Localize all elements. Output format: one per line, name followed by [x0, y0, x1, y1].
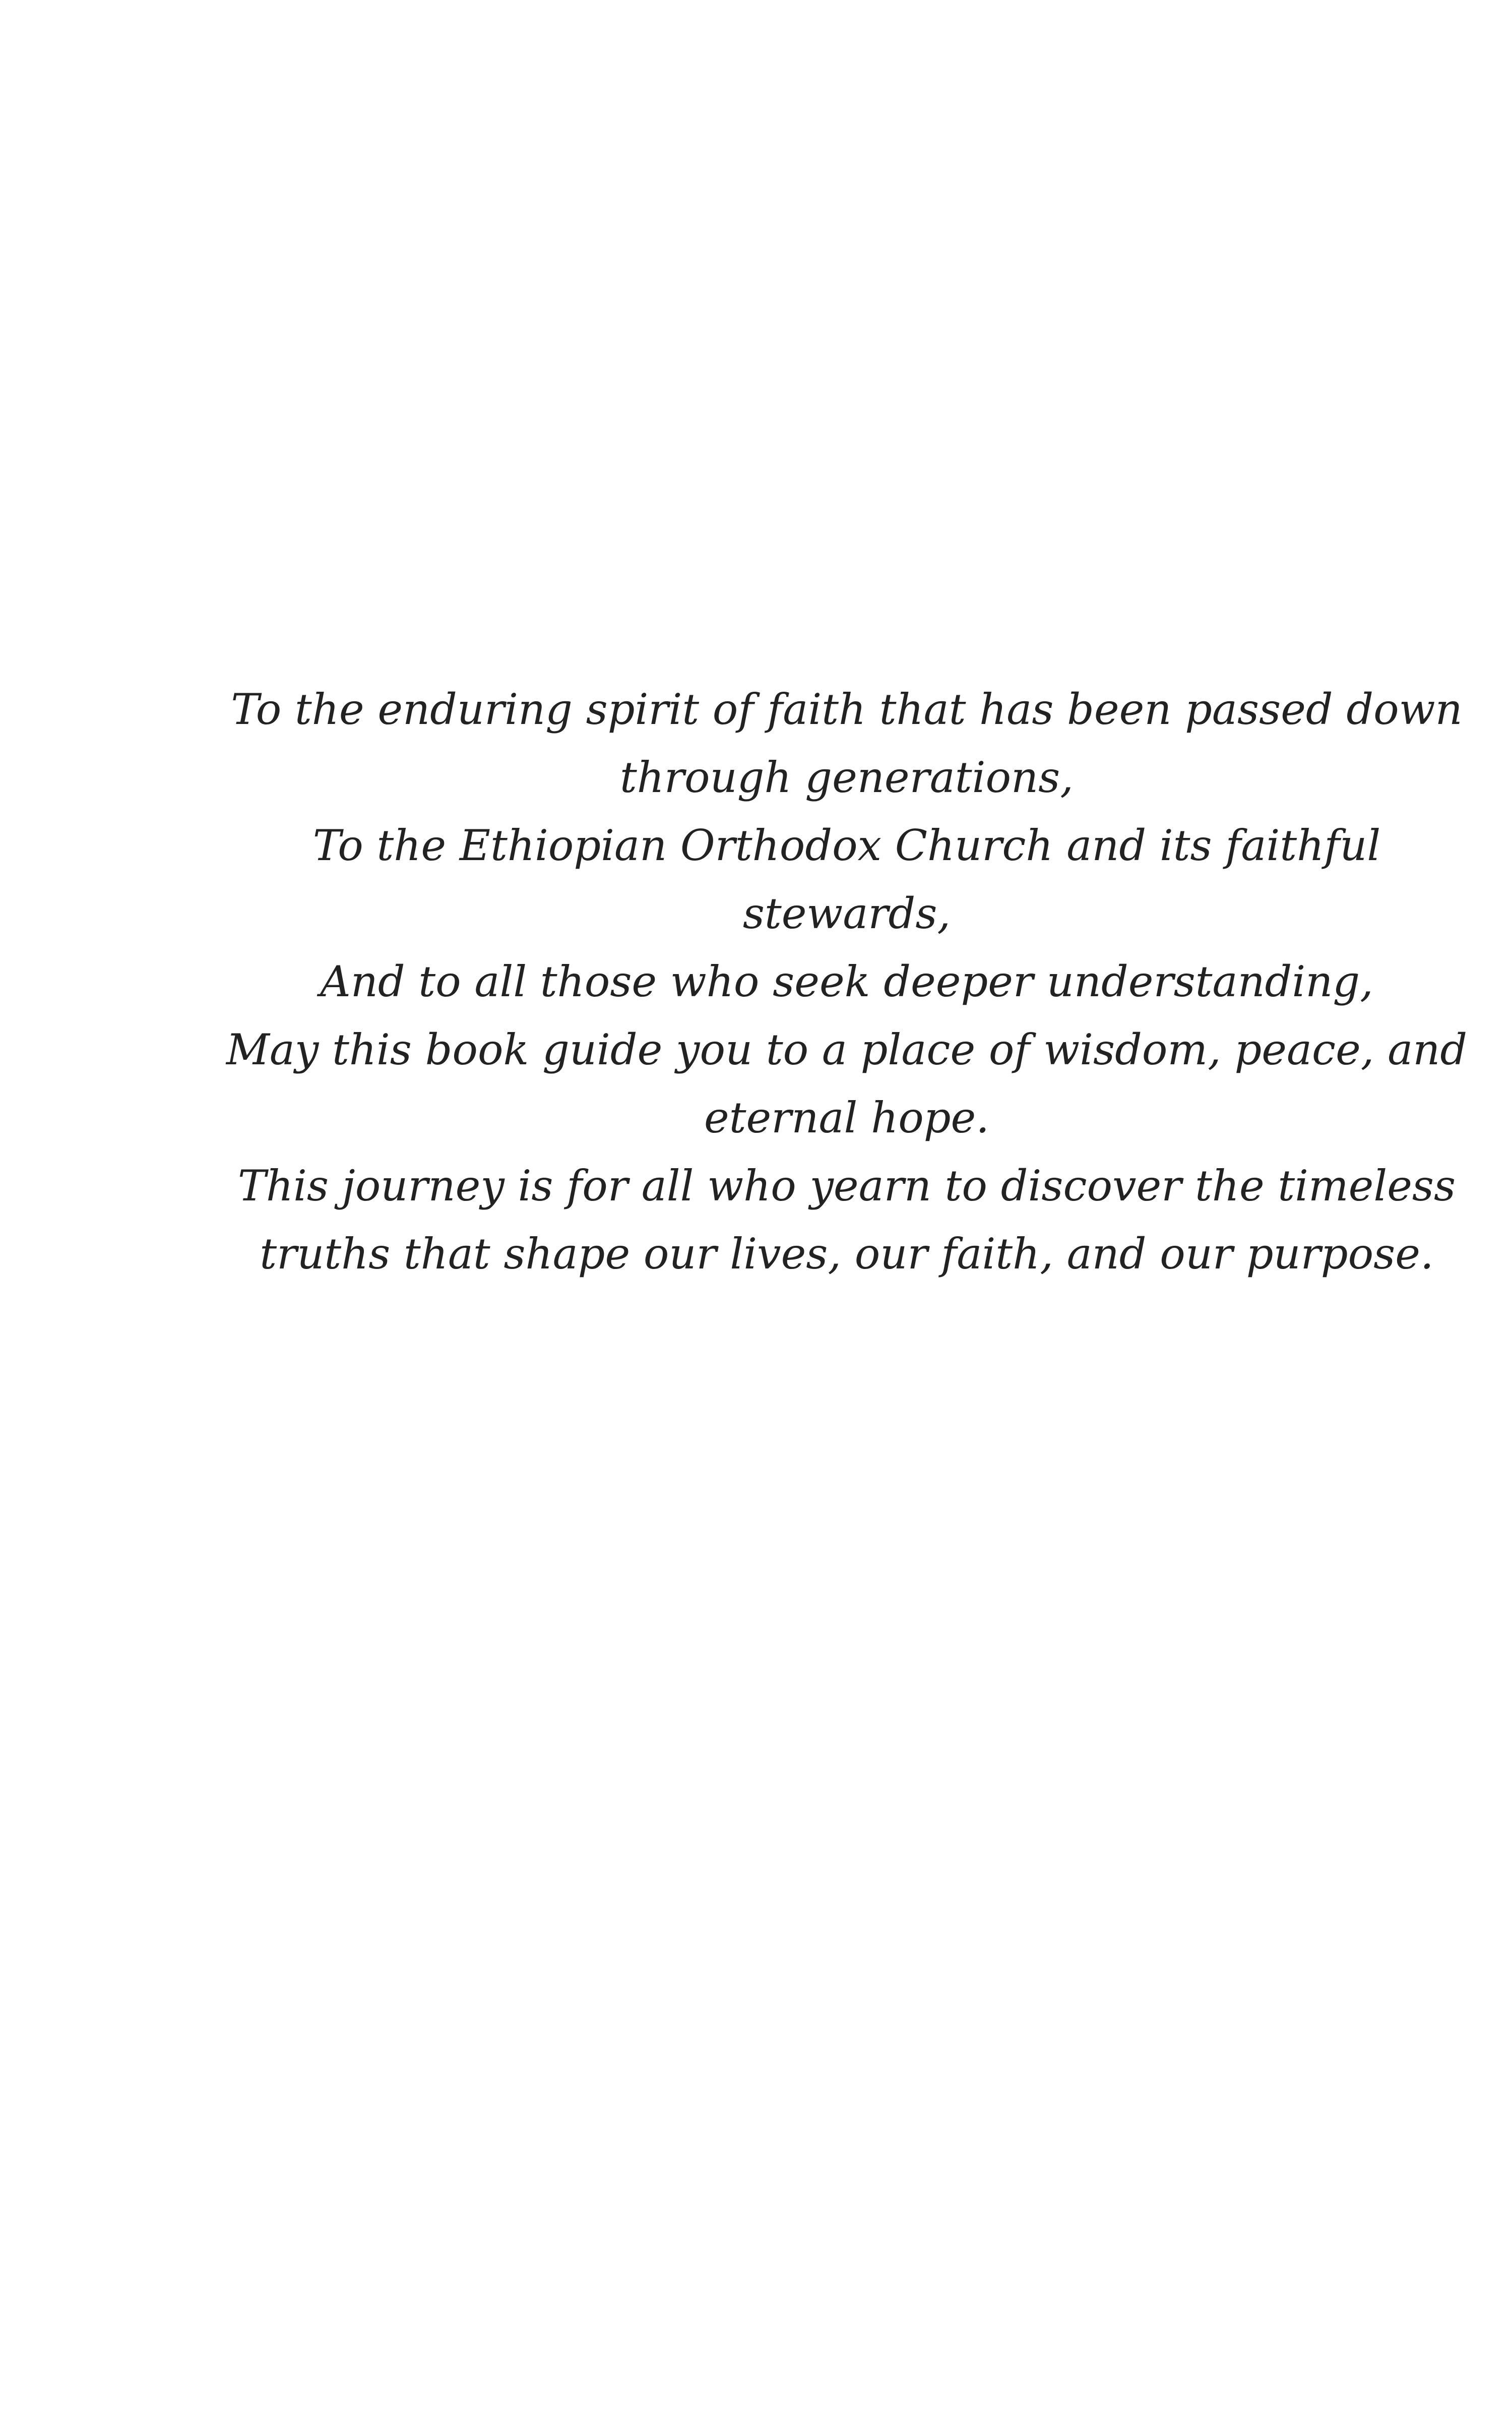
dedication-text: [212, 676, 1482, 1288]
dedication-line-seekers: And to all those who seek deeper understanding,: [320, 957, 1373, 1006]
dedication-line-church: To the Ethiopian Orthodox Church and its faithful stewards,: [312, 821, 1381, 938]
dedication-line-faith: To the enduring spirit of faith that has been passed down through generations,: [231, 685, 1463, 802]
dedication-line-journey: This journey is for all who yearn to discover the timeless truths that shape our lives, our faith, and our purpose.: [237, 1161, 1456, 1279]
dedication-line-guidance: May this book guide you to a place of wisdom, peace, and eternal hope.: [226, 1025, 1468, 1142]
